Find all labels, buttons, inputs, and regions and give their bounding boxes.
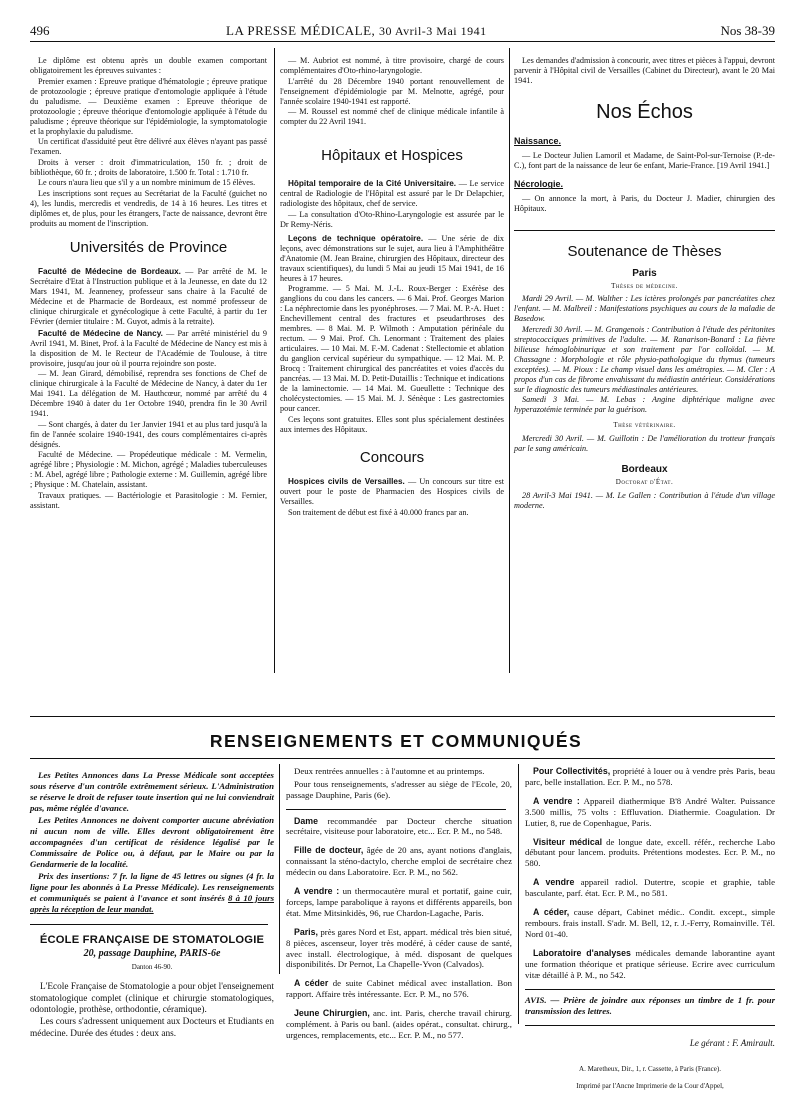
classified-ad <box>286 927 512 971</box>
paragraph: Pour tous renseignements, s'adresser au siège de l'Ecole, 20, passage Dauphine, Paris (6e). <box>286 778 512 800</box>
classified-ad <box>286 978 512 1000</box>
paragraph: Les cours s'adressent uniquement aux Docteurs et Etudiants en médecine. Durée des études : deux ans. <box>30 1017 274 1039</box>
paragraph: L'Ecole Française de Stomatologie a pour objet l'enseignement stomatologique complet (clinique et chirurgie stomatologiques, odontologie, prothèse, orthodontie, céramique). <box>30 982 274 1016</box>
ad-keyword: Visiteur médical <box>533 836 603 847</box>
paragraph: Mercredi 30 Avril. — M. Guillotin : De l'amélioration du trotteur français par le sang américain. <box>514 433 775 453</box>
ad-keyword: A céder, <box>533 907 570 918</box>
thesis-category: Doctorat d'État. <box>615 478 674 487</box>
item-heading: Faculté de Médecine de Nancy. <box>38 328 163 338</box>
paragraph: — M. Roussel est nommé chef de clinique médicale infantile à compter du 22 Avril 1941. <box>280 107 504 126</box>
item-text: — Le service central de Radiologie de l'Hôpital est assuré par le Dr Delapchier, radiologiste des hôpitaux, chef de service. <box>280 179 504 209</box>
page-number: 496 <box>30 23 50 38</box>
notice-avis: AVIS. — Prière de joindre aux réponses un timbre de 1 fr. pour transmission des lettres. <box>525 995 775 1017</box>
section-banner: RENSEIGNEMENTS ET COMMUNIQUÉS <box>209 731 583 751</box>
column-2 <box>280 56 504 518</box>
ad-keyword: A vendre : <box>533 795 580 806</box>
ad-text: près gares Nord et Est, appart. médical très bien situé, 8 pièces, ascenseur, loyer très modéré, à céder cause de santé, avec install. électrologique, à méd. disposant de quelques disponibilités. Dr Pernot, La Chapelle-Yvon (Calvados). <box>286 926 512 970</box>
paragraph: Mercredi 30 Avril. — M. Grangenois : Contribution à l'étude des péritonites streptococciques primitives de l'adulte. — M. Ranarison-Bonard : La fièvre bilieuse hémoglobinurique et son traitement par l'or colloïdal. — M. Chassagne : Morphologie et rôle physio-pathologique du thymus (tumeurs exceptées). — M. Pioux : Le champ visuel dans les amétropies. — M. Cler : A propos d'un cas de fibrome envahissant du médiastin antérieur. Considérations sur le diagnostic des tumeurs médiastinales antérieures. <box>514 324 775 394</box>
notice-column <box>30 770 274 1041</box>
paragraph: — Le Docteur Julien Lamoril et Madame, de Saint-Pol-sur-Ternoise (P.-de-C.), font part de la naissance de leur 6e enfant, Marie-France. [19 Avril 1941.] <box>514 151 775 171</box>
issue-date: 30 Avril-3 Mai 1941 <box>379 24 487 38</box>
column-divider <box>518 764 519 1024</box>
paragraph <box>280 179 504 209</box>
paragraph: Mardi 29 Avril. — M. Walther : Les ictères prolongés par pancréatites chez l'enfant. — M. Malbreil : Manifestations psychiques au cours de la maladie de Basedow. <box>514 294 775 324</box>
classified-ad <box>286 816 512 838</box>
ad-keyword: Paris, <box>294 926 318 937</box>
classified-ad <box>525 796 775 829</box>
city-heading: Paris <box>632 267 657 279</box>
item-text: — Un concours sur titre est ouvert pour le poste de Pharmacien des Hospices civils de Versailles. <box>280 477 504 507</box>
item-text: — Par arrêté de M. le Secrétaire d'Etat à l'Instruction publique et à la Jeunesse, en date du 12 Mars 1941, M. Jeanneney, professeur sans chaire à la Faculté de Médecine et de Pharmacie de Bordeaux, est nommé professeur de clinique chirurgicale et gynécologique à cette Faculté, à partir du 1er Février (dernier titulaire : M. Guyot, admis à la retraite). <box>30 266 267 326</box>
column-divider <box>279 764 280 974</box>
item-text: — Par arrêté ministériel du 9 Avril 1941, M. Binet, Prof. à la Faculté de Médecine de Nancy est mis à la disposition de M. le Recteur de l'Académie de Toulouse, à titre provisoire, jusqu'au jour où il pourra rejoindre son poste. <box>30 328 267 368</box>
classified-ad <box>525 766 775 788</box>
column-3 <box>514 56 775 511</box>
ad-text: de suite Cabinet médical avec installation. Bon rapport. Affaire très intéressante. Ecr. P. M., no 576. <box>286 978 512 1000</box>
paragraph: Travaux pratiques. — Bactériologie et Parasitologie : M. Fernier, assistant. <box>30 490 267 510</box>
ad-keyword: Laboratoire d'analyses <box>533 947 631 958</box>
divider <box>30 924 268 925</box>
paragraph: Droits à verser : droit d'immatriculation, 150 fr. ; droit de bibliothèque, 60 fr. ; droits de laboratoire, 1.500 fr. Total : 1.710 fr. <box>30 157 267 177</box>
classified-ad <box>286 845 512 878</box>
paragraph: Ces leçons sont gratuites. Elles sont plus spécialement destinées aux internes des Hôpitaux. <box>280 414 504 434</box>
divider <box>525 1025 775 1026</box>
thesis-category: Thèse vétérinaire. <box>613 421 676 430</box>
column-1 <box>30 56 267 511</box>
paragraph: Les demandes d'admission à concourir, avec titres et pièces à l'appui, devront parvenir à l'Hôpital civil de Versailles (Cabinet du Directeur), avant le 20 Mai 1941. <box>514 56 775 85</box>
column-divider <box>274 48 275 673</box>
paragraph <box>280 477 504 507</box>
classified-ad <box>525 948 775 981</box>
paragraph <box>30 329 267 369</box>
paragraph: Un certificat d'assiduité peut être délivré aux élèves n'ayant pas passé l'examen. <box>30 137 267 156</box>
paragraph: L'arrêté du 28 Décembre 1940 portant renouvellement de l'enseignement d'épidémiologie par M. Melnotte, agrégé, pour l'année scolaire 1940-1941 est rapporté. <box>280 76 504 106</box>
city-heading: Bordeaux <box>621 463 668 475</box>
section-title: Universités de Province <box>69 238 228 256</box>
ad-text: médicales demande laborantine ayant une formation théorique et pratique sérieuse. Ecrire avec curriculum vitæ détaillé à P. M., no 542. <box>525 947 775 980</box>
classifieds-column-1 <box>286 766 512 1049</box>
paragraph: — La consultation d'Oto-Rhino-Laryngologie est assurée par le Dr Remy-Néris. <box>280 209 504 229</box>
ad-keyword: A vendre <box>533 877 575 888</box>
ad-keyword: A vendre : <box>294 886 340 897</box>
imprint-line: Imprimé par l'Ancne Imprimerie de la Cour d'Appel, <box>576 1081 724 1090</box>
item-heading: Faculté de Médecine de Bordeaux. <box>38 266 181 276</box>
ad-text: anc. int. Paris, cherche travail chirurg. complément. à Paris ou banl. (aides opérat., consultat. chirurg., urgences, remplacements, etc... Ecr. P. M., no 577. <box>286 1008 512 1041</box>
issue-number: Nos 38-39 <box>720 23 775 38</box>
ad-text: cause départ, Cabinet médic.. Condit. except., simple rembours. frais install. S'adr. M. Bell, 12, r. J.-Ferry, Romainville. Tél. Nord 01-40. <box>525 907 775 939</box>
publisher-manager: Le gérant : F. Amirault. <box>689 1037 775 1048</box>
item-heading: Leçons de technique opératoire. <box>288 233 424 243</box>
notice-paragraph: Les Petites Annonces dans La Presse Médicale sont acceptées sous réserve d'un contrôle extrêmement sérieux. L'Administration se réserve le droit de refuser toute insertion qui ne lui conviendrait pas, même réglée d'avance. <box>30 770 274 814</box>
ad-keyword: Jeune Chirurgien, <box>294 1008 370 1019</box>
notice-paragraph <box>30 871 274 915</box>
ad-keyword: Pour Collectivités, <box>533 766 611 776</box>
ad-text: âgée de 20 ans, ayant notions d'anglais, connaissant la sténo-dactylo, cherche emploi de secrétaire chez médecin ou dans Laboratoire. Ecr. P. M., no 562. <box>286 845 513 878</box>
paragraph <box>30 267 267 327</box>
item-heading: Hôpital temporaire de la Cité Universitaire. <box>288 179 457 189</box>
banner-rule-top <box>30 716 775 717</box>
notice-paragraph: Les Petites Annonces ne doivent comporter aucune abréviation ni aucun nom de ville. Elles devront obligatoirement être accompagnées d'un certificat de résidence légalisé par le Commissaire de Police ou, à défaut, par le Maire ou par la Gendarmerie de la localité. <box>30 814 274 870</box>
header-rule <box>30 41 775 42</box>
school-address: 20, passage Dauphine, PARIS-6e <box>83 947 221 959</box>
divider <box>525 989 775 990</box>
classified-ad <box>525 877 775 899</box>
paragraph: Premier examen : Epreuve pratique d'hématologie ; épreuve pratique de protozoologie ; épreuve pratique d'entomologie appliquée à l'étude du paludisme. — Deuxième examen : Epreuve théorique de protozoologie ; épreuve théorique d'entomologie appliquée à l'étude du paludisme ; épreuve théorique sur l'épidémiologie, la symptomatologie et la prophylaxie du paludisme. <box>30 76 267 136</box>
paragraph: — M. Aubriot est nommé, à titre provisoire, chargé de cours complémentaires d'Oto-rhino-laryngologie. <box>280 56 504 75</box>
paragraph: Faculté de Médecine. — Propédeutique médicale : M. Vermelin, agrégé libre ; Physiologie : M. Michon, agrégé ; Maladies tuberculeuses : M. Abel, agrégé libre ; Pathologie externe : M. Guillemin, agrégé libre ; Physique : M. Chatelain, assistant. <box>30 450 267 490</box>
column-divider <box>509 48 510 673</box>
section-title: Soutenance de Thèses <box>567 243 722 261</box>
paragraph: Programme. — 5 Mai. M. J.-L. Roux-Berger : Exérèse des ganglions du cou dans les cancers. — 6 Mai. Prof. Georges Marion : La néphrectomie dans les pyonéphroses. — 7 Mai. M. P.-A. Huet : Enchevillement central des fractures et pseudarthroses des membres. — 8 Mai. M. P. Wilmoth : Amputation périnéale du rectum. — 9 Mai. Prof. Ch. Lenormant : Traitement des plaies articulaires. — 10 Mai. M. F.-M. Cadenat : Stellectomie et ablation du ganglion cervical supérieur du sympathique. — 12 Mai. M. P. Brocq : Traitement chirurgical des pancréatites et voies d'accès du pancréas. — 13 Mai. M. D. Petit-Dutaillis : Technique et indications de la laminectomie. — 14 Mai. M. Gueullette : Technique des cholécystectomies. — 15 Mai. M. J. Sénèque : Les gastrectomies pour cancer. <box>280 284 504 414</box>
classified-ad <box>286 1008 512 1041</box>
banner-rule-bottom <box>30 758 775 759</box>
school-description <box>30 982 274 1041</box>
ad-text: de longue date, excell. référ., recherche Labo débutant pour lancem. produits. Prétentions modestes. Ecr. P. M., no 580. <box>525 836 776 869</box>
ad-keyword: A céder <box>294 978 329 989</box>
ad-text: Appareil diathermique B'8 André Walter. Puissance 3.500 millis, 75 volts : Effluvation. Diathermie. Coagulation. Dr Lutier, 8, rue de Copenhague, Paris. <box>525 795 775 828</box>
school-phone: Danton 46-90. <box>131 963 173 972</box>
imprint-line: A. Maretheux, Dir., 1, r. Cassette, à Paris (France). <box>579 1065 721 1074</box>
subsection-heading: Nécrologie. <box>514 179 564 190</box>
section-title: Hôpitaux et Hospices <box>321 147 463 164</box>
paragraph: — Sont chargés, à dater du 1er Janvier 1941 et au plus tard jusqu'à la fin de l'année scolaire 1940-1941, des cours complémentaires ci-après désignés. <box>30 419 267 449</box>
classified-ad <box>525 837 775 870</box>
paragraph: Le cours n'aura lieu que s'il y a un nombre minimum de 15 élèves. <box>38 178 256 187</box>
paragraph: Le diplôme est obtenu après un double examen comportant obligatoirement les épreuves suivantes : <box>30 56 267 75</box>
paragraph: Les inscriptions sont reçues au Secrétariat de la Faculté (guichet no 4), les lundis, mercredis et vendredis, de 14 à 16 heures. Les titres et diplômes et, de plus, pour les étrangers, l'acte de naissance, devront être produits au moment de l'inscription. <box>30 188 267 228</box>
price-deadline: 8 à 10 jours après la réception de leur mandat. <box>30 892 274 914</box>
running-header <box>30 23 775 39</box>
ad-text: appareil radiol. Dutertre, scopie et graphie, table basculante, parf. état. Ecr. P. M., no 581. <box>525 877 775 899</box>
section-title: Nos Échos <box>596 101 693 123</box>
classified-ad <box>525 907 775 940</box>
journal-name: LA PRESSE MÉDICALE, <box>226 23 376 38</box>
ad-keyword: Dame <box>294 815 318 826</box>
classified-ad <box>286 886 512 919</box>
item-heading: Hospices civils de Versailles. <box>288 477 405 487</box>
paragraph: 28 Avril-3 Mai 1941. — M. Le Gallen : Contribution à l'étude d'un village moderne. <box>514 490 775 510</box>
journal-title <box>226 23 487 39</box>
divider <box>514 230 775 231</box>
paragraph: Deux rentrées annuelles : à l'automne et au printemps. <box>294 766 485 776</box>
price-text: Prix des insertions: 7 fr. la ligne de 45 lettres ou signes (4 fr. la ligne pour les abonnés à La Presse Médicale). Les renseignements et communiqués se paient à l'avance et sont insérés <box>30 870 274 903</box>
ad-keyword: Fille de docteur, <box>294 845 364 856</box>
ad-text: un thermocautère mural et portatif, gaine cuir, forceps, lampe parabolique à rayons et différents appareils, bon état. Mme Mitsinkidès, 96, rue Chardon-Lagache, Paris. <box>286 886 512 918</box>
ad-text: propriété à louer ou à vendre près Paris, beau parc, belle installation. Ecr. P. M., no 578. <box>525 766 775 787</box>
divider <box>286 809 506 810</box>
paragraph: Samedi 3 Mai. — M. Lebas : Angine diphtérique maligne avec hyperazotémie terminée par la guérison. <box>514 395 775 415</box>
section-title: Concours <box>359 448 425 466</box>
subsection-heading: Naissance. <box>514 136 562 147</box>
school-title: ÉCOLE FRANÇAISE DE STOMATOLOGIE <box>39 933 265 946</box>
paragraph <box>280 234 504 284</box>
thesis-category: Thèses de médecine. <box>611 281 678 290</box>
item-text: — Une série de dix leçons, avec démonstrations sur le sujet, aura lieu à l'Amphithéâtre d'Anatomie (M. Jean Braine, chirurgien des Hôpitaux, directeur des travaux scientifiques), du lundi 5 Mai au jeudi 15 Mai 1941, de 16 heures à 17 heures. <box>280 233 504 283</box>
ad-text: recommandée par Docteur cherche situation secrétaire, visiteuse pour laboratoire, etc... Ecr. P. M., no 548. <box>286 815 512 837</box>
classifieds-column-2 <box>525 766 775 1098</box>
paragraph: Son traitement de début est fixé à 40.000 francs par an. <box>288 507 469 517</box>
paragraph: — M. Jean Girard, démobilisé, reprendra ses fonctions de Chef de clinique chirurgicale à la Faculté de Médecine de Nancy, à dater du 1er Mai 1941. La délégation de M. Hauthcœur, nommé par arrêté du 4 Décembre 1940 à dater du 1er Octobre 1940, prendra fin le 30 Avril 1941. <box>30 369 267 419</box>
paragraph: — On annonce la mort, à Paris, du Docteur J. Madier, chirurgien des Hôpitaux. <box>514 194 775 214</box>
printer-imprint <box>525 1065 775 1090</box>
